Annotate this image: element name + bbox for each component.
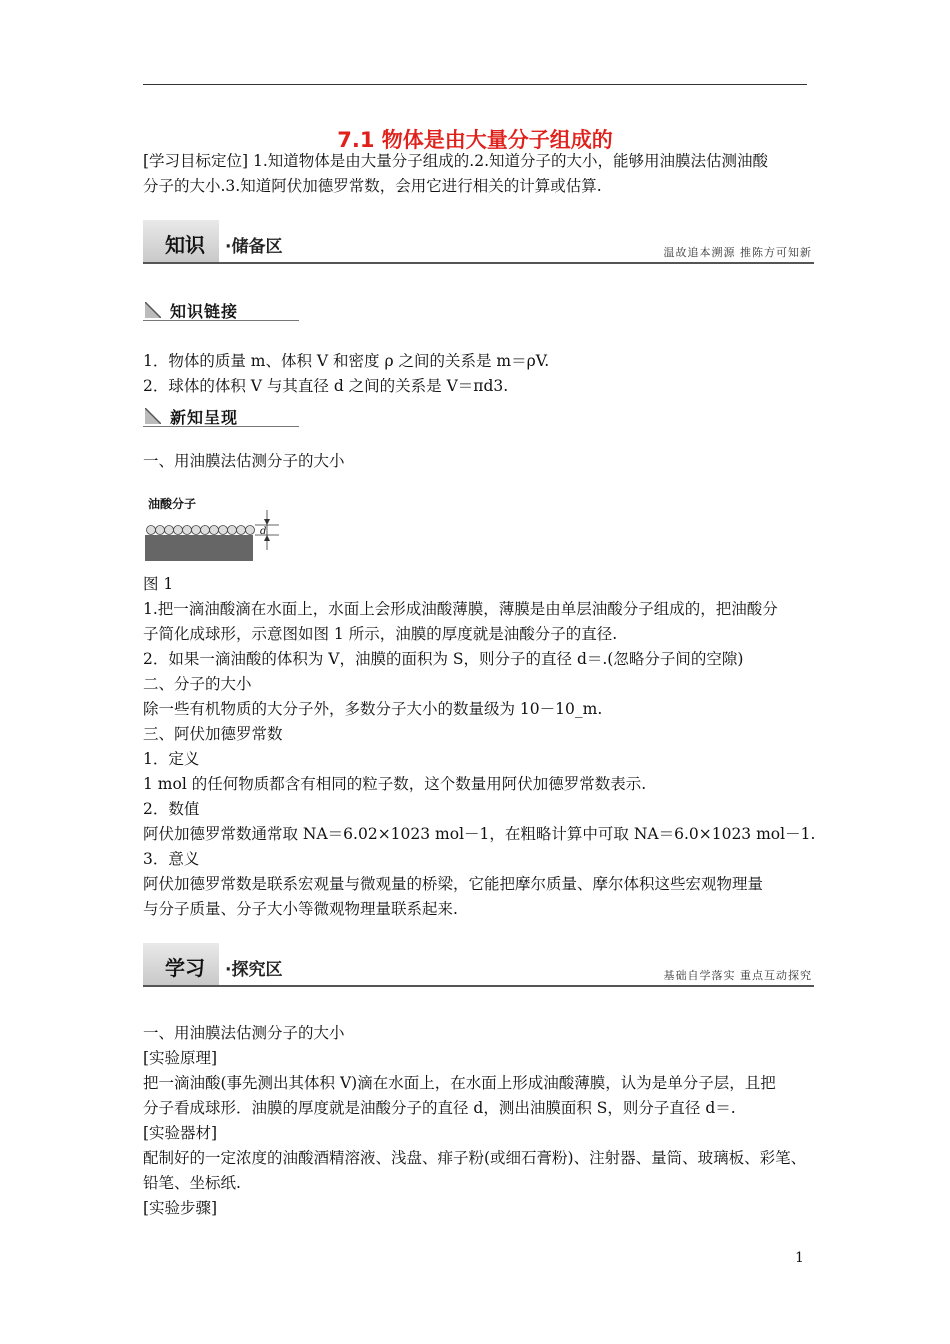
body-line-5: 二、分子的大小 — [143, 675, 252, 693]
section-small-label: ·储备区 — [225, 237, 283, 257]
body-line-6: 除一些有机物质的大分子外，多数分子大小的数量级为 10－10_m. — [143, 700, 603, 718]
page-number: 1 — [795, 1250, 804, 1266]
section-underline — [143, 262, 814, 264]
oil-molecule-label: 油酸分子 — [148, 497, 197, 511]
explore-line-4: 分子看成球形．油膜的厚度就是油酸分子的直径 d，测出油膜面积 S，则分子直径 d＝. — [143, 1099, 736, 1117]
sub-heading-knowledge-links — [143, 298, 299, 324]
section-big-label: 知识 — [165, 233, 205, 257]
explore-line-3: 把一滴油酸(事先测出其体积 V)滴在水面上，在水面上形成油酸薄膜，认为是单分子层，且把 — [143, 1074, 776, 1092]
body-line-3: 子简化成球形，示意图如图 1 所示，油膜的厚度就是油酸分子的直径. — [143, 625, 618, 643]
sub-heading-underline — [143, 320, 299, 321]
explore-line-5: [实验器材] — [143, 1124, 218, 1142]
link-line-1: 1．物体的质量 m、体积 V 和密度 ρ 之间的关系是 m＝ρV. — [143, 352, 550, 370]
sub-heading-label: 知识链接 — [170, 302, 239, 321]
section-explore-bar — [143, 943, 814, 989]
explore-line-8: [实验步骤] — [143, 1199, 218, 1217]
oil-molecule-figure — [143, 494, 293, 564]
oil-film-diagram — [143, 494, 293, 564]
body-line-4: 2．如果一滴油酸的体积为 V，油膜的面积为 S，则分子的直径 d＝.(忽略分子间的空隙) — [143, 650, 744, 668]
objectives-line-1: [学习目标定位] 1.知道物体是由大量分子组成的.2.知道分子的大小，能够用油膜法估测油酸 — [143, 152, 769, 170]
body-line-2: 1.把一滴油酸滴在水面上，水面上会形成油酸薄膜，薄膜是由单层油酸分子组成的，把油酸分 — [143, 600, 778, 618]
sub-heading-new-knowledge — [143, 404, 299, 430]
section-underline — [143, 985, 814, 987]
section-big-label: 学习 — [165, 956, 205, 980]
explore-line-2: [实验原理] — [143, 1049, 218, 1067]
body-line-9: 1 mol 的任何物质都含有相同的粒子数，这个数量用阿伏加德罗常数表示. — [143, 775, 647, 793]
sub-heading-underline — [143, 426, 299, 427]
new-knowledge-heading: 一、用油膜法估测分子的大小 — [143, 452, 345, 470]
section-knowledge-bar — [143, 220, 814, 266]
section-right-label: 温故追本溯源 推陈方可知新 — [663, 246, 812, 259]
body-line-12: 3．意义 — [143, 850, 200, 868]
body-line-11: 阿伏加德罗常数通常取 NA＝6.02×1023 mol－1，在粗略计算中可取 NA＝6.0×1023 mol－1. — [143, 825, 816, 843]
diameter-label: d — [260, 526, 267, 537]
body-line-13: 阿伏加德罗常数是联系宏观量与微观量的桥梁，它能把摩尔质量、摩尔体积这些宏观物理量 — [143, 875, 764, 893]
body-line-8: 1．定义 — [143, 750, 200, 768]
molecule-row — [147, 526, 255, 535]
sub-heading-label: 新知呈现 — [170, 408, 239, 427]
header-rule — [143, 84, 807, 85]
triangle-corner-icon — [145, 408, 161, 424]
body-line-14: 与分子质量、分子大小等微观物理量联系起来. — [143, 900, 458, 918]
body-line-1: 图 1 — [143, 575, 174, 593]
objectives-line-2: 分子的大小.3.知道阿伏加德罗常数，会用它进行相关的计算或估算. — [143, 177, 602, 195]
link-line-2: 2．球体的体积 V 与其直径 d 之间的关系是 V＝πd3. — [143, 377, 509, 395]
page-title: 7.1 物体是由大量分子组成的 — [337, 128, 613, 152]
body-line-7: 三、阿伏加德罗常数 — [143, 725, 283, 743]
body-line-10: 2．数值 — [143, 800, 200, 818]
explore-line-1: 一、用油膜法估测分子的大小 — [143, 1024, 345, 1042]
section-small-label: ·探究区 — [225, 960, 283, 980]
explore-line-6: 配制好的一定浓度的油酸酒精溶液、浅盘、痱子粉(或细石膏粉)、注射器、量筒、玻璃板、彩笔、 — [143, 1149, 807, 1167]
explore-line-7: 铅笔、坐标纸. — [143, 1174, 241, 1192]
triangle-corner-icon — [145, 302, 161, 318]
water-block — [145, 535, 253, 561]
section-right-label: 基础自学落实 重点互动探究 — [663, 969, 812, 982]
